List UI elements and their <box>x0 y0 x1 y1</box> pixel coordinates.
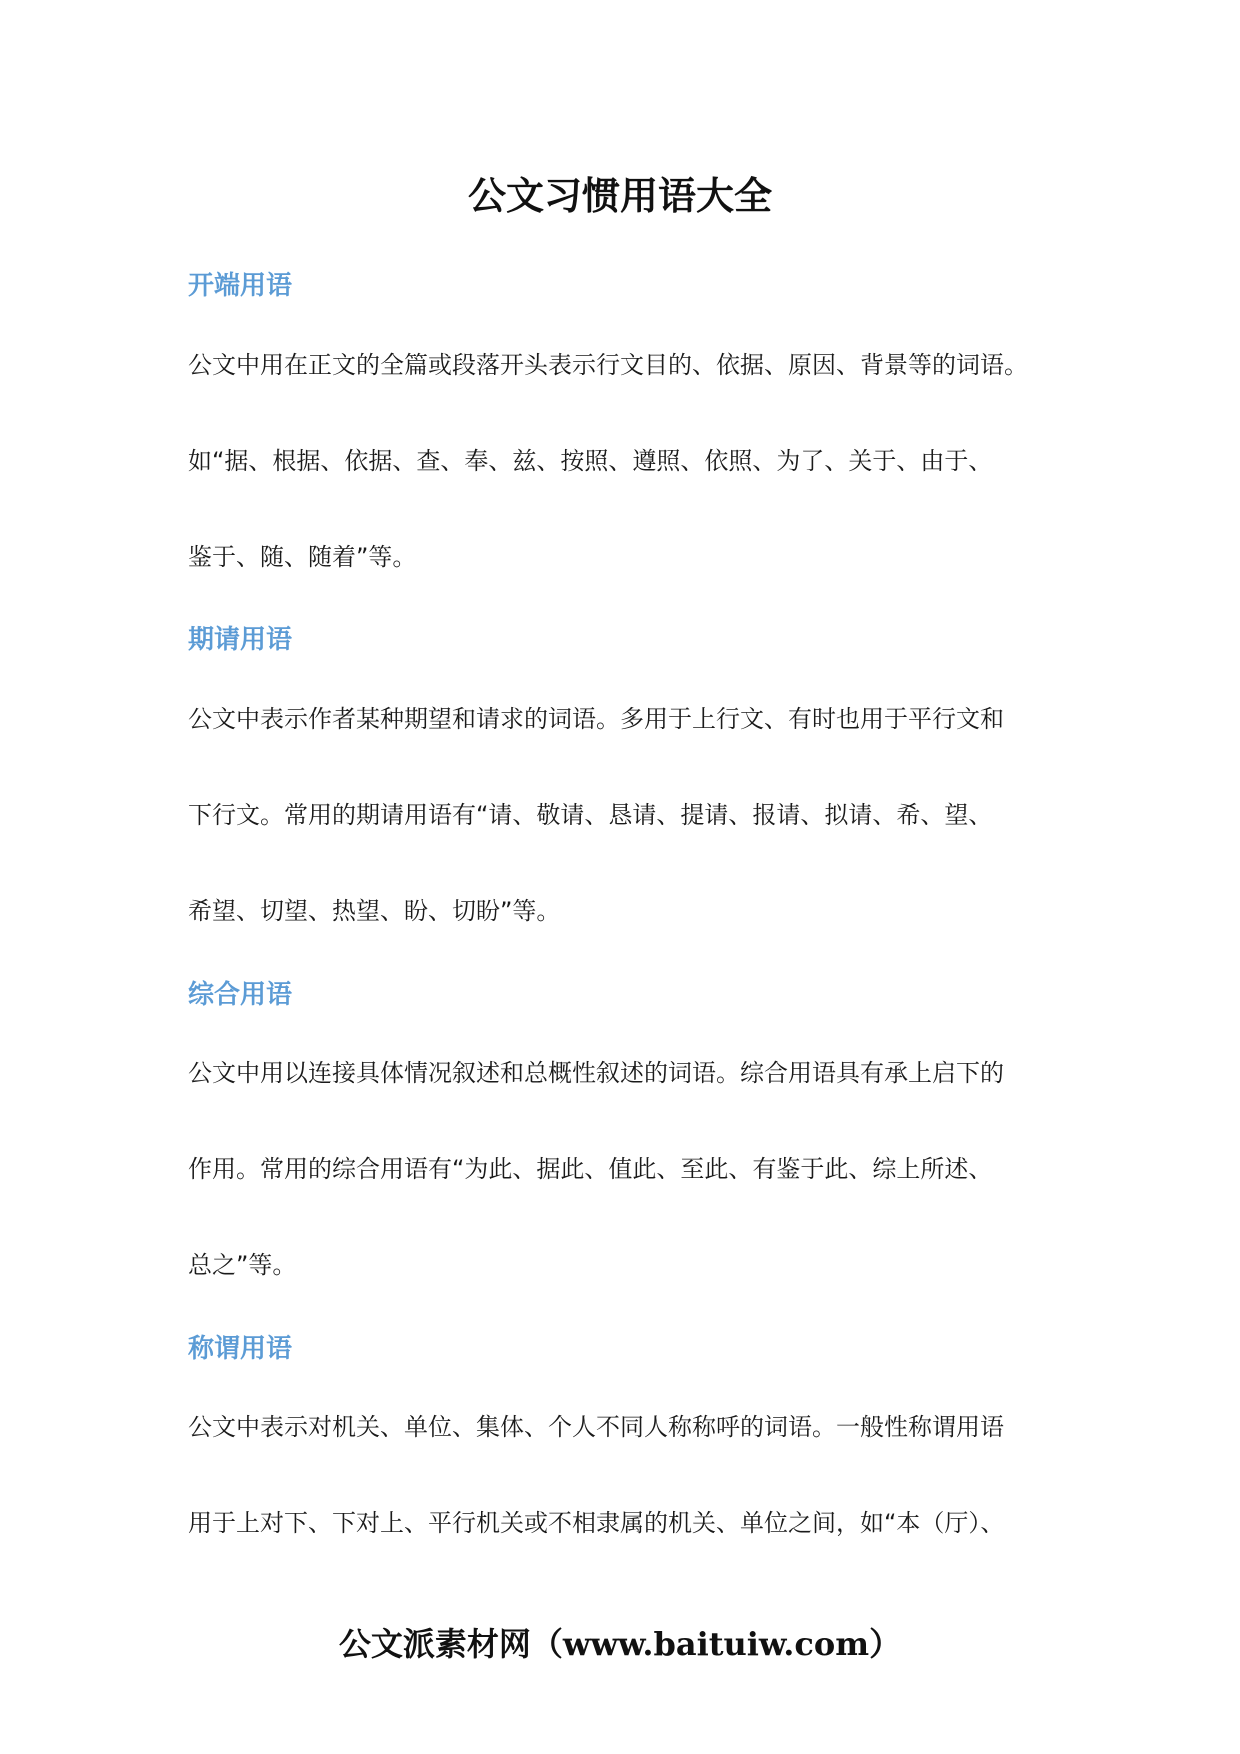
body-line: 公文中用在正文的全篇或段落开头表示行文目的、依据、原因、背景等的词语。 <box>188 351 1028 379</box>
body-line: 公文中表示作者某种期望和请求的词语。多用于上行文、有时也用于平行文和 <box>188 705 1004 733</box>
section-heading-address: 称谓用语 <box>188 1334 293 1364</box>
body-line: 鉴于、随、随着”等。 <box>188 543 417 571</box>
section-heading-request: 期请用语 <box>188 625 293 655</box>
section-heading-summary: 综合用语 <box>188 980 293 1010</box>
body-line: 如“据、根据、依据、查、奉、兹、按照、遵照、依照、为了、关于、由于、 <box>188 447 993 475</box>
body-line: 希望、切望、热望、盼、切盼”等。 <box>188 897 561 925</box>
body-line: 作用。常用的综合用语有“为此、据此、值此、至此、有鉴于此、综上所述、 <box>188 1155 993 1183</box>
section-heading-opening: 开端用语 <box>188 271 293 301</box>
document-title: 公文习惯用语大全 <box>467 174 772 218</box>
body-line: 用于上对下、下对上、平行机关或不相隶属的机关、单位之间，如“本（厅）、 <box>188 1509 1005 1537</box>
body-line: 总之”等。 <box>188 1251 297 1279</box>
body-line: 下行文。常用的期请用语有“请、敬请、恳请、提请、报请、拟请、希、望、 <box>188 801 993 829</box>
body-line: 公文中表示对机关、单位、集体、个人不同人称称呼的词语。一般性称谓用语 <box>188 1413 1004 1441</box>
footer-website: 公文派素材网（www.baituiw.com） <box>338 1625 902 1663</box>
body-line: 公文中用以连接具体情况叙述和总概性叙述的词语。综合用语具有承上启下的 <box>188 1059 1004 1087</box>
